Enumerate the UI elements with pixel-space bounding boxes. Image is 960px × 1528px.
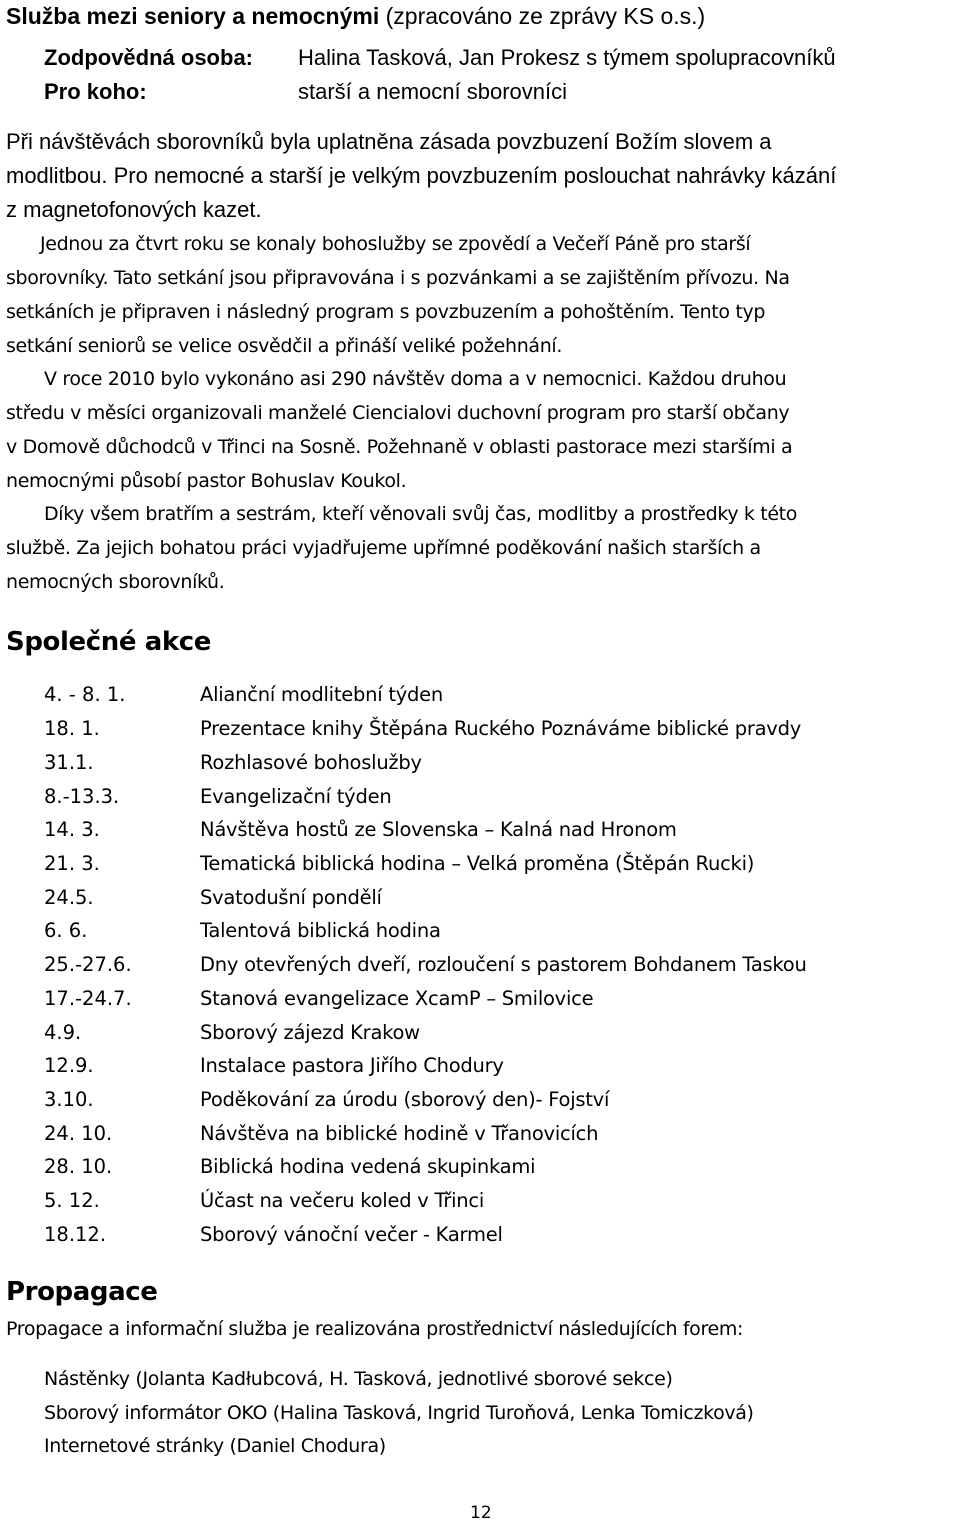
propagace-intro: Propagace a informační služba je realizována prostřednictví následujících forem:: [6, 1318, 744, 1340]
body-line: středu v měsíci organizovali manželé Ciencialovi duchovní program pro starší občany: [6, 402, 790, 424]
propagace-item: Internetové stránky (Daniel Chodura): [44, 1435, 386, 1457]
event-date: 25.-27.6.: [44, 953, 132, 976]
event-date: 5. 12.: [44, 1189, 100, 1212]
event-description: Návštěva na biblické hodině v Třanovicích: [200, 1122, 599, 1145]
event-description: Alianční modlitební týden: [200, 683, 443, 706]
propagace-heading: Propagace: [6, 1277, 158, 1307]
event-description: Dny otevřených dveří, rozloučení s pastorem Bohdanem Taskou: [200, 953, 807, 976]
body-line: službě. Za jejich bohatou práci vyjadřujeme upřímné poděkování našich starších a: [6, 537, 761, 559]
event-description: Návštěva hostů ze Slovenska – Kalná nad Hronom: [200, 818, 677, 841]
event-date: 6. 6.: [44, 919, 88, 942]
event-description: Účast na večeru koled v Třinci: [200, 1189, 485, 1212]
body-line: nemocných sborovníků.: [6, 571, 225, 593]
event-date: 12.9.: [44, 1054, 94, 1077]
for-label: Pro koho:: [44, 79, 147, 104]
event-description: Biblická hodina vedená skupinkami: [200, 1155, 536, 1178]
event-date: 8.-13.3.: [44, 785, 120, 808]
body-line: nemocnými působí pastor Bohuslav Koukol.: [6, 470, 407, 492]
event-date: 24.5.: [44, 886, 94, 909]
event-description: Rozhlasové bohoslužby: [200, 751, 422, 774]
events-heading: Společné akce: [6, 627, 212, 657]
event-date: 17.-24.7.: [44, 987, 132, 1010]
section-title: [6, 2, 705, 30]
body-line: Jednou za čtvrt roku se konaly bohoslužby se zpovědí a Večeří Páně pro starší: [40, 233, 751, 255]
responsible-label: Zodpovědná osoba:: [44, 45, 253, 70]
propagace-item: Nástěnky (Jolanta Kadłubcová, H. Tasková, jednotlivé sborové sekce): [44, 1368, 673, 1390]
event-description: Instalace pastora Jiřího Chodury: [200, 1054, 504, 1077]
paragraph-line: z magnetofonových kazet.: [6, 197, 262, 222]
event-description: Prezentace knihy Štěpána Ruckého Poznáváme biblické pravdy: [200, 717, 802, 740]
paragraph-line: [6, 162, 836, 190]
event-date: 31.1.: [44, 751, 94, 774]
section-title-bold: Služba mezi seniory a nemocnými: [6, 3, 380, 29]
event-date: 28. 10.: [44, 1155, 113, 1178]
paragraph-fragment: modlitbou.: [6, 163, 108, 188]
event-date: 4. - 8. 1.: [44, 683, 126, 706]
body-line: Díky všem bratřím a sestrám, kteří věnovali svůj čas, modlitby a prostředky k této: [44, 503, 798, 525]
event-date: 3.10.: [44, 1088, 94, 1111]
event-description: Sborový vánoční večer - Karmel: [200, 1223, 503, 1246]
event-date: 18. 1.: [44, 717, 100, 740]
body-line: sborovníky. Tato setkání jsou připravována i s pozvánkami a se zajištěním přívozu. Na: [6, 267, 790, 289]
responsible-value: Halina Tasková, Jan Prokesz s týmem spolupracovníků: [298, 45, 836, 70]
paragraph-fragment: Pro nemocné a starší je velkým povzbuzením poslouchat nahrávky kázání: [107, 163, 837, 188]
body-line: setkáních je připraven i následný program s povzbuzením a pohoštěním. Tento typ: [6, 301, 766, 323]
body-line: V roce 2010 bylo vykonáno asi 290 návštěv doma a v nemocnici. Každou druhou: [44, 368, 787, 390]
event-date: 14. 3.: [44, 818, 100, 841]
event-description: Svatodušní pondělí: [200, 886, 382, 909]
event-date: 4.9.: [44, 1021, 82, 1044]
propagace-item: Sborový informátor OKO (Halina Tasková, Ingrid Turoňová, Lenka Tomiczková): [44, 1402, 754, 1424]
paragraph-line: Při návštěvách sborovníků byla uplatněna zásada povzbuzení Božím slovem a: [6, 129, 772, 154]
event-description: Talentová biblická hodina: [200, 919, 441, 942]
event-description: Evangelizační týden: [200, 785, 392, 808]
event-description: Stanová evangelizace XcamP – Smilovice: [200, 987, 594, 1010]
event-description: Tematická biblická hodina – Velká proměna (Štěpán Rucki): [200, 852, 755, 875]
body-line: v Domově důchodců v Třinci na Sosně. Požehnaně v oblasti pastorace mezi staršími a: [6, 436, 793, 458]
event-date: 18.12.: [44, 1223, 107, 1246]
body-line: setkání seniorů se velice osvědčil a přináší veliké požehnání.: [6, 335, 563, 357]
for-value: starší a nemocní sborovníci: [298, 79, 568, 104]
event-description: Sborový zájezd Krakow: [200, 1021, 420, 1044]
section-title-note: (zpracováno ze zprávy KS o.s.): [379, 3, 706, 29]
event-date: 24. 10.: [44, 1122, 113, 1145]
event-description: Poděkování za úrodu (sborový den)- Fojství: [200, 1088, 610, 1111]
page-number: 12: [470, 1503, 492, 1523]
event-date: 21. 3.: [44, 852, 100, 875]
